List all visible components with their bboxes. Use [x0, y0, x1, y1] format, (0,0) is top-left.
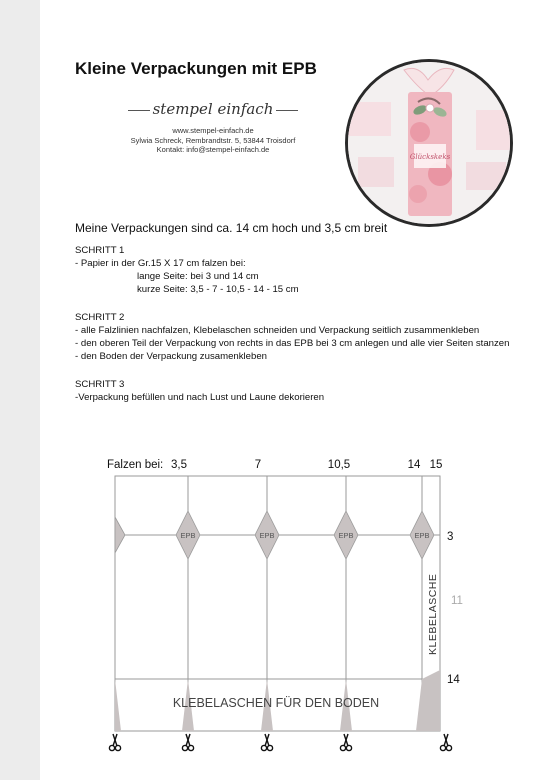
brand-logo-text: stempel einfach [152, 100, 274, 118]
contact-block [88, 126, 338, 155]
epb-label: EPB [414, 531, 430, 540]
product-photo [345, 59, 513, 227]
step2-line: - den oberen Teil der Verpackung von rechts in das EPB bei 3 cm anlegen und alle vier Seiten stanzen [75, 338, 510, 349]
instructions [75, 244, 515, 404]
right-label-11: 11 [451, 595, 463, 607]
step1-line: kurze Seite: 3,5 - 7 - 10,5 - 14 - 15 cm [137, 284, 299, 295]
top-label-10-5: 10,5 [327, 459, 351, 471]
epb-label: EPB [259, 531, 275, 540]
epb-label: EPB [180, 531, 196, 540]
top-label-14: 14 [407, 459, 421, 471]
step2-line: - den Boden der Verpackung zusamenkleben [75, 351, 268, 362]
falzen-label: Falzen bei: [107, 459, 164, 471]
paper-outline [115, 476, 440, 731]
step1-line: lange Seite: bei 3 und 14 cm [137, 271, 259, 282]
photo-tag-text: Glückskeks [409, 153, 451, 161]
address-text: Sylwia Schreck, Rembrandtstr. 5, 53844 Troisdorf [130, 135, 296, 145]
website-text: www.stempel-einfach.de [172, 126, 254, 135]
step3-line: -Verpackung befüllen und nach Lust und Laune dekorieren [75, 392, 325, 403]
fold-diagram [40, 450, 551, 760]
step2-line: - alle Falzlinien nachfalzen, Klebelaschen schneiden und Verpackung seitlich zusammenkleben [75, 325, 480, 336]
scissors-icon [261, 734, 272, 751]
scissors-icon [440, 734, 451, 751]
scissors-icon [340, 734, 351, 751]
logo-flourish-left [128, 110, 150, 111]
punch-half-diamond [115, 517, 125, 553]
step1-title: SCHRITT 1 [75, 245, 125, 256]
bottom-tab-label: KLEBELASCHEN FÜR DEN BODEN [172, 696, 380, 710]
epb-label: EPB [338, 531, 354, 540]
step3-title: SCHRITT 3 [75, 379, 125, 390]
step1-line: - Papier in der Gr.15 X 17 cm falzen bei: [75, 258, 246, 269]
scissors-icon [182, 734, 193, 751]
contact-email-text: Kontakt: info@stempel-einfach.de [156, 145, 270, 154]
step2-title: SCHRITT 2 [75, 312, 125, 323]
side-tab-corner [422, 670, 440, 731]
page-title: Kleine Verpackungen mit EPB [75, 59, 317, 78]
logo-flourish-right [276, 110, 298, 111]
top-label-3-5: 3,5 [171, 459, 187, 471]
top-label-15: 15 [429, 459, 443, 471]
bottom-tab-wedge [115, 679, 121, 731]
product-photo-illustration [348, 62, 510, 224]
intro-text: Meine Verpackungen sind ca. 14 cm hoch und 3,5 cm breit [75, 221, 388, 235]
brand-logo [109, 100, 317, 118]
scissors-icon [109, 734, 120, 751]
document-page [40, 0, 551, 780]
top-label-7: 7 [254, 459, 262, 471]
right-label-3: 3 [447, 531, 454, 543]
side-tab-label: KLEBELASCHE [427, 573, 439, 655]
right-label-14: 14 [447, 674, 460, 686]
